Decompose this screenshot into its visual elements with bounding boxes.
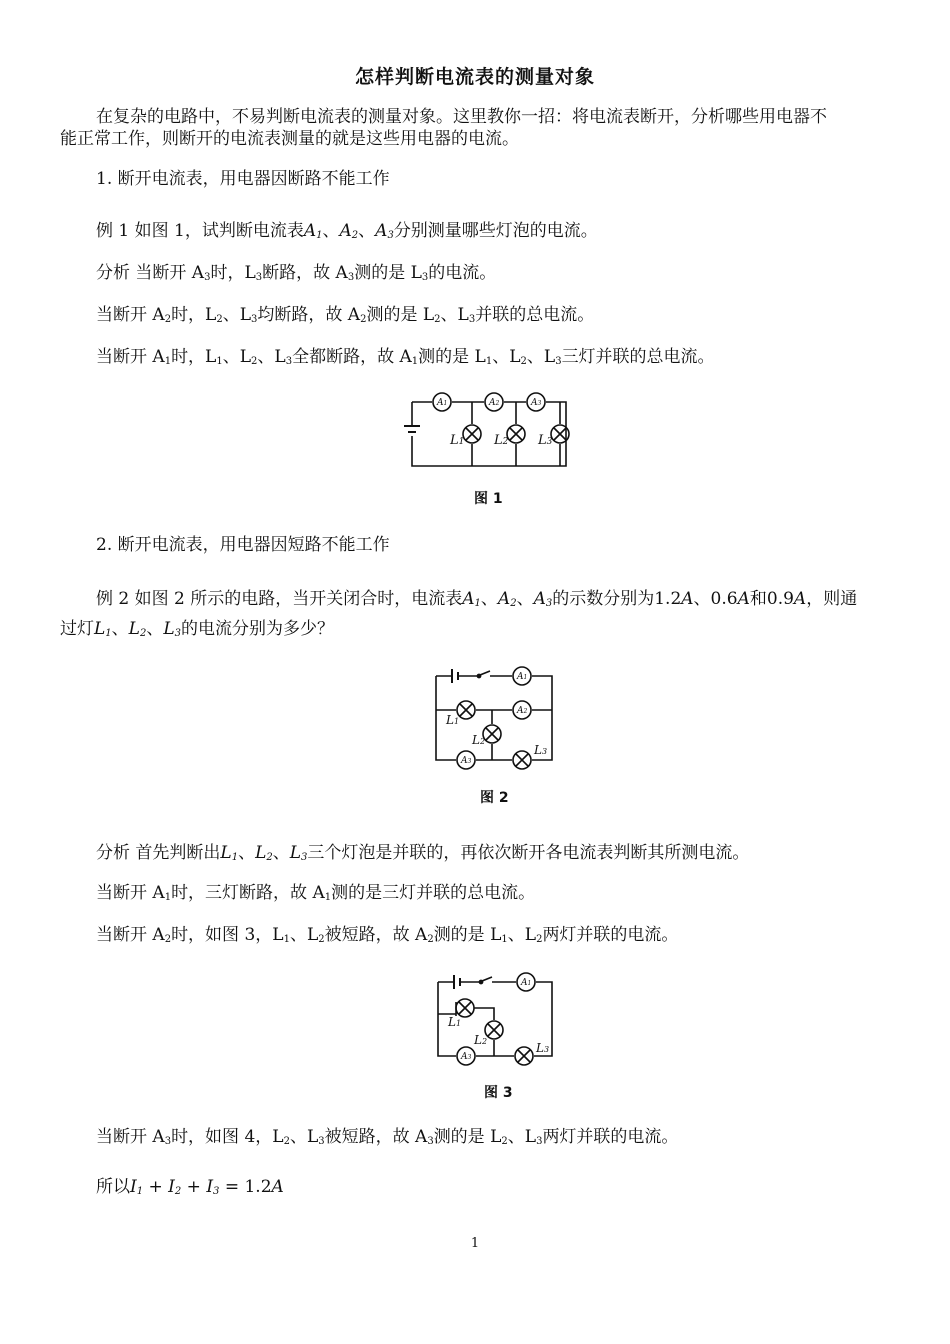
fig2-a3-label: A3 [461,756,472,766]
fig3-l2-label: L2 [474,1033,488,1047]
fig2-a1-label: A1 [517,672,528,682]
fig1-l1-label: L1 [450,433,465,448]
ammeter-list-ex1: $A_1$、$A_2$、$A_3$ [303,221,394,241]
fig1-a2-label: A2 [489,398,500,408]
fig3-l3-label: L3 [536,1041,550,1055]
ex1-pre: 例 1 如图 1，试判断电流表 [96,221,304,241]
section-2-heading: 2. 断开电流表，用电器因短路不能工作 [96,535,390,555]
analysis-1-line-3: 当断开 $A_1$时，$L_1$、$L_2$、$L_3$全都断路，故 $A_1$测的是 $L_1$、$L_2$、$L_3$三灯并联的总电流。 [96,347,715,367]
figure-1-circuit [400,388,580,474]
fig2-l2-label: L2 [472,733,486,747]
intro-line-2: 能正常工作，则断开的电流表测量的就是这些用电器的电流。 [60,129,519,149]
intro-line-1: 在复杂的电路中，不易判断电流表的测量对象。这里教你一招：将电流表断开，分析哪些用电器不 [96,107,827,127]
analysis-2-line-2: 当断开 $A_1$时，三灯断路，故 $A_1$测的是三灯并联的总电流。 [96,883,536,903]
section-1-heading: 1. 断开电流表，用电器因断路不能工作 [96,169,390,189]
figure-2-caption: 图 2 [480,790,509,806]
fig1-a3-label: A3 [531,398,542,408]
analysis-1-line-1: 分析 当断开 $A_3$时，$L_3$断路，故 $A_3$测的是 $L_3$的电流。 [96,263,497,283]
fig1-l3-label: L3 [538,433,553,448]
analysis-2-line-3: 当断开 $A_2$时，如图 3，$L_1$、$L_2$被短路，故 $A_2$测的是 $L_1$、$L_2$两灯并联的电流。 [96,925,679,945]
fig1-l2-label: L2 [494,433,509,448]
figure-1-caption: 图 1 [474,491,503,507]
analysis-3-line: 当断开 $A_3$时，如图 4，$L_2$、$L_3$被短路，故 $A_3$测的是 $L_2$、$L_3$两灯并联的电流。 [96,1127,679,1147]
fig2-l1-label: L1 [446,713,460,727]
example-2-question-line-1: 例 2 如图 2 所示的电路，当开关闭合时，电流表$A_1$、$A_2$、$A_3$的示数分别为1.2A、0.6A和0.9A，则通 [96,589,858,609]
conclusion-equation: 所以$I_1 + I_2 + I_3 = 1.2A$ [96,1177,284,1197]
fig2-l3-label: L3 [534,743,548,757]
analysis-2-line-1: 分析 首先判断出$L_1$、$L_2$、$L_3$三个灯泡是并联的，再依次断开各电流表判断其所测电流。 [96,843,750,863]
page-number: 1 [470,1236,480,1251]
analysis-1-line-2: 当断开 $A_2$时，$L_2$、$L_3$均断路，故 $A_2$测的是 $L_2$、$L_3$并联的总电流。 [96,305,595,325]
page-title: 怎样判断电流表的测量对象 [354,66,595,88]
example-2-question-line-2: 过灯$L_1$、$L_2$、$L_3$的电流分别为多少？ [60,619,335,639]
figure-3-caption: 图 3 [484,1085,513,1101]
figure-3-circuit [430,968,560,1078]
fig1-a1-label: A1 [437,398,448,408]
figure-2-circuit [428,664,558,774]
fig3-a1-label: A1 [521,978,532,988]
fig3-a3-label: A3 [461,1052,472,1062]
ex1-post: 分别测量哪些灯泡的电流。 [393,221,598,241]
fig3-l1-label: L1 [448,1015,462,1029]
fig2-a2-label: A2 [517,706,528,716]
example-1-question [96,220,931,247]
